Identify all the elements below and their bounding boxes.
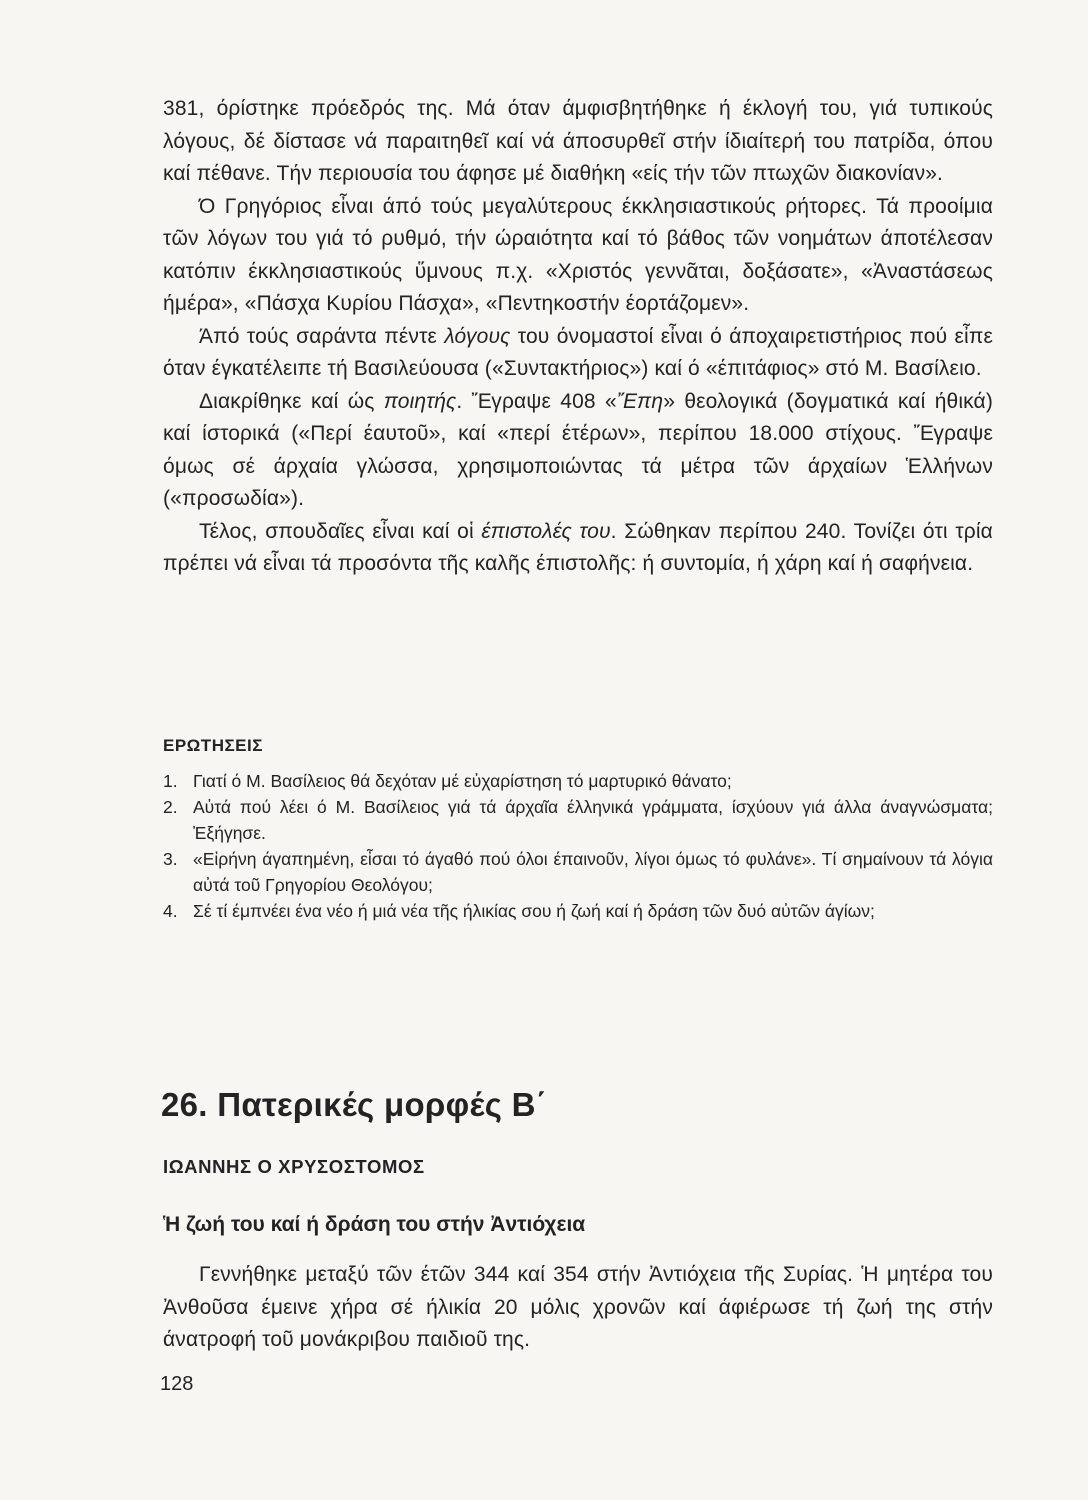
text-run: » θεολογικά (δογματικά καί ήθικά) καί ίστορικά («Περί έαυτοῦ», καί «περί έτέρων», περίπου 18.000 στίχους. Ἔγραψε όμως σέ άρχαία γλώσσα, χρησιμοποιώντας τά μέτρα τῶν άρχαίων Ἑλλήνων («προσωδία»). [163,389,993,510]
paragraph [163,386,993,516]
text-run: Διακρίθηκε καί ώς [199,389,384,413]
italic-term: έπιστολές του [481,519,611,543]
paragraph [163,321,993,386]
italic-term: λόγους [444,324,511,348]
question-text: Σέ τί έμπνέει ένα νέο ή μιά νέα τῆς ήλικίας σου ή ζωή καί ή δράση τῶν δυό αὐτῶν άγίων; [193,901,875,921]
question-item [163,768,993,794]
questions-heading: ΕΡΩΤΗΣΕΙΣ [163,736,263,755]
page-number: 128 [160,1373,194,1395]
paragraph: Γεννήθηκε μεταξύ τῶν έτῶν 344 καί 354 στήν Ἀντιόχεια τῆς Συρίας. Ἡ μητέρα του Ἀνθοῦσα έμεινε χήρα σέ ήλικία 20 μόλις χρονῶν καί άφιέρωσε τή ζωή της στήν άνατροφή τοῦ μονάκριβου παιδιοῦ της. [163,1263,993,1351]
question-item [163,898,993,924]
question-number: 1. [163,771,178,791]
question-text: Αὐτά πού λέει ό Μ. Βασίλειος γιά τά άρχαῖα έλληνικά γράμματα, ίσχύουν γιά άλλα άναγνώσματα; Ἐξήγησε. [193,797,993,843]
text-run: Άπό τούς σαράντα πέντε [199,324,445,348]
text-run: του όνομαστοί εἶναι ό άποχαιρετιστήριος πού εἶπε όταν έγκατέλειπε τή Βασιλεύουσα («Συντακτήριος») καί ό «έπιτάφιος» στό Μ. Βασίλειο. [163,324,993,380]
questions-list [163,768,993,924]
question-number: 3. [163,849,178,869]
question-number: 4. [163,901,178,921]
body-text-top [163,93,993,581]
text-run: . Σώθηκαν περίπου 240. Τονίζει ότι τρία πρέπει νά εἶναι τά προσόντα τῆς καλῆς έπιστολῆς: ή συντομία, ή χάρη καί ή σαφήνεια. [163,519,993,575]
text-run: Τέλος, σπουδαῖες εἶναι καί οἱ [199,519,482,543]
paragraph: 381, όρίστηκε πρόεδρός της. Μά όταν άμφισβητήθηκε ή έκλογή του, γιά τυπικούς λόγους, δέ δίστασε νά παραιτηθεῖ καί νά άποσυρθεῖ στήν ίδιαίτερή του πατρίδα, όπου καί πέθανε. Τήν περιουσία του άφησε μέ διαθήκη «είς τήν τῶν πτωχῶν διακονίαν». [163,97,993,185]
question-item [163,794,993,846]
question-number: 2. [163,797,178,817]
question-text: Γιατί ό Μ. Βασίλειος θά δεχόταν μέ εὐχαρίστηση τό μαρτυρικό θάνατο; [193,771,732,791]
text-run: . Ἔγραψε 408 « [456,389,617,413]
question-text: «Εἰρήνη άγαπημένη, εἶσαι τό άγαθό πού όλοι έπαινοῦν, λίγοι όμως τό φυλάνε». Τί σημαίνουν τά λόγια αὐτά τοῦ Γρηγορίου Θεολόγου; [193,849,993,895]
paragraph [163,516,993,581]
paragraph: Ό Γρηγόριος εἶναι άπό τούς μεγαλύτερους έκκλησιαστικούς ρήτορες. Τά προοίμια τῶν λόγων του γιά τό ρυθμό, τήν ώραιότητα καί τό βάθος τῶν νοημάτων άποτέλεσαν κατόπιν έκκλησιαστικούς ὕμνους π.χ. «Χριστός γεννᾶται, δοξάσατε», «Ἀναστάσεως ήμέρα», «Πάσχα Κυρίου Πάσχα», «Πεντηκοστήν έορτάζομεν». [163,194,993,315]
section-heading: ΙΩΑΝΝΗΣ Ο ΧΡΥΣΟΣΤΟΜΟΣ [163,1156,425,1177]
body-text-bottom [163,1259,993,1357]
chapter-title: 26. Πατερικές μορφές Β΄ [161,1086,548,1123]
italic-term: Ἔπη [616,389,664,413]
question-item [163,846,993,898]
italic-term: ποιητής [383,389,457,413]
subsection-heading: Ἡ ζωή του καί ή δράση του στήν Ἀντιόχεια [163,1213,586,1236]
